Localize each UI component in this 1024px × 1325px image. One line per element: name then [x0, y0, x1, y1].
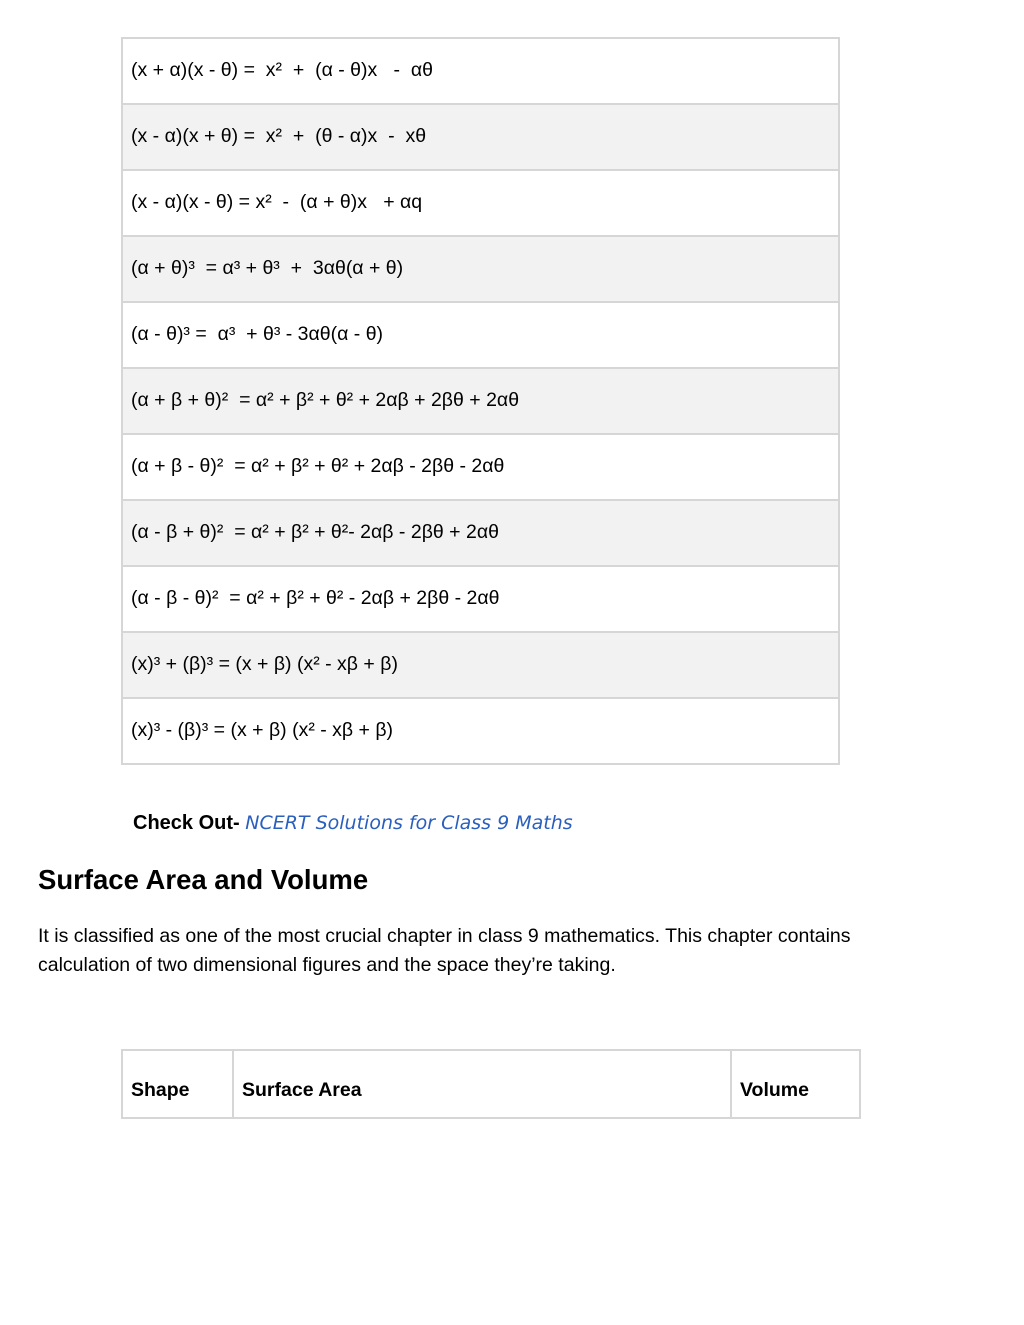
table-row	[122, 104, 839, 170]
section-paragraph: It is classified as one of the most crucial chapter in class 9 mathematics. This chapter contains calculation of two dimensional figures and the space they’re taking.	[38, 925, 851, 976]
identity-cell: (α + θ)³ = α³ + θ³ + 3αθ(α + θ)	[122, 236, 839, 302]
identity-cell: (α - β - θ)² = α² + β² + θ² - 2αβ + 2βθ - 2αθ	[122, 566, 839, 632]
identity-cell: (x - α)(x - θ) = x² - (α + θ)x + αq	[122, 170, 839, 236]
identity-cell: (α - θ)³ = α³ + θ³ - 3αθ(α - θ)	[122, 302, 839, 368]
identity-cell: (x)³ - (β)³ = (x + β) (x² - xβ + β)	[122, 698, 839, 764]
ncert-solutions-link[interactable]: NCERT Solutions for Class 9 Maths	[245, 812, 573, 834]
identity-cell: (x)³ + (β)³ = (x + β) (x² - xβ + β)	[122, 632, 839, 698]
identity-cell: (α + β - θ)² = α² + β² + θ² + 2αβ - 2βθ - 2αθ	[122, 434, 839, 500]
table-row	[122, 434, 839, 500]
table-row	[122, 170, 839, 236]
table-row	[122, 302, 839, 368]
table-header-row	[122, 1050, 860, 1118]
check-out-line	[133, 810, 573, 836]
check-out-label: Check Out-	[133, 812, 240, 834]
table-row	[122, 368, 839, 434]
table-row	[122, 38, 839, 104]
column-header-volume: Volume	[731, 1050, 860, 1118]
column-header-shape: Shape	[122, 1050, 233, 1118]
identity-cell: (x - α)(x + θ) = x² + (θ - α)x - xθ	[122, 104, 839, 170]
table-row	[122, 500, 839, 566]
section-heading: Surface Area and Volume	[38, 864, 369, 895]
table-row	[122, 698, 839, 764]
surface-area-volume-table	[121, 1049, 861, 1119]
identity-cell: (α - β + θ)² = α² + β² + θ²- 2αβ - 2βθ + 2αθ	[122, 500, 839, 566]
table-row	[122, 632, 839, 698]
table-row	[122, 566, 839, 632]
table-row	[122, 236, 839, 302]
algebraic-identities-table	[121, 37, 840, 765]
identity-cell: (α + β + θ)² = α² + β² + θ² + 2αβ + 2βθ + 2αθ	[122, 368, 839, 434]
identity-cell: (x + α)(x - θ) = x² + (α - θ)x - αθ	[122, 38, 839, 104]
column-header-surface-area: Surface Area	[233, 1050, 731, 1118]
